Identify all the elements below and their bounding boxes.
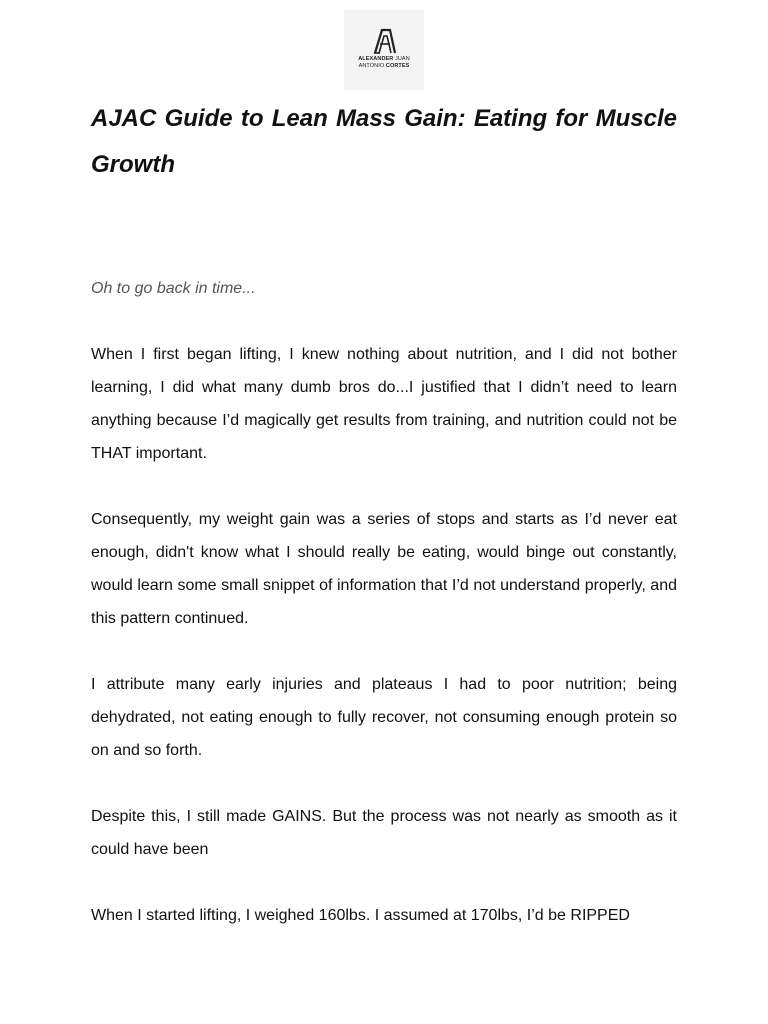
- document-body: [91, 96, 677, 932]
- paragraph-4: Despite this, I still made GAINS. But the process was not nearly as smooth as it could have been: [91, 808, 677, 858]
- document-title: AJAC Guide to Lean Mass Gain: Eating for Muscle Growth: [91, 105, 677, 178]
- paragraph-5: When I started lifting, I weighed 160lbs. I assumed at 170lbs, I’d be RIPPED: [91, 907, 630, 924]
- document-subtitle: Oh to go back in time...: [91, 280, 256, 297]
- paragraph-3: I attribute many early injuries and plateaus I had to poor nutrition; being dehydrated, not eating enough to fully recover, not consuming enough protein so on and so forth.: [91, 676, 677, 759]
- logo-word-cortes: CORTES: [385, 62, 410, 69]
- logo-word-juan: JUAN: [395, 56, 410, 62]
- logo-word-alexander: ALEXANDER: [358, 56, 394, 62]
- logo-word-antonio: ANTONIO: [358, 62, 385, 69]
- paragraph-2: Consequently, my weight gain was a series of stops and starts as I’d never eat enough, didn't know what I should really be eating, would binge out constantly, would learn some small snippet of information that I’d not understand properly, and this pattern continued.: [91, 511, 677, 627]
- logo-a-icon: [371, 28, 397, 54]
- logo-wordmark: [358, 56, 410, 69]
- paragraph-1: When I first began lifting, I knew nothing about nutrition, and I did not bother learning, I did what many dumb bros do...I justified that I didn’t need to learn anything because I’d magically get results from training, and nutrition could not be THAT important.: [91, 346, 677, 462]
- author-logo: [344, 10, 424, 90]
